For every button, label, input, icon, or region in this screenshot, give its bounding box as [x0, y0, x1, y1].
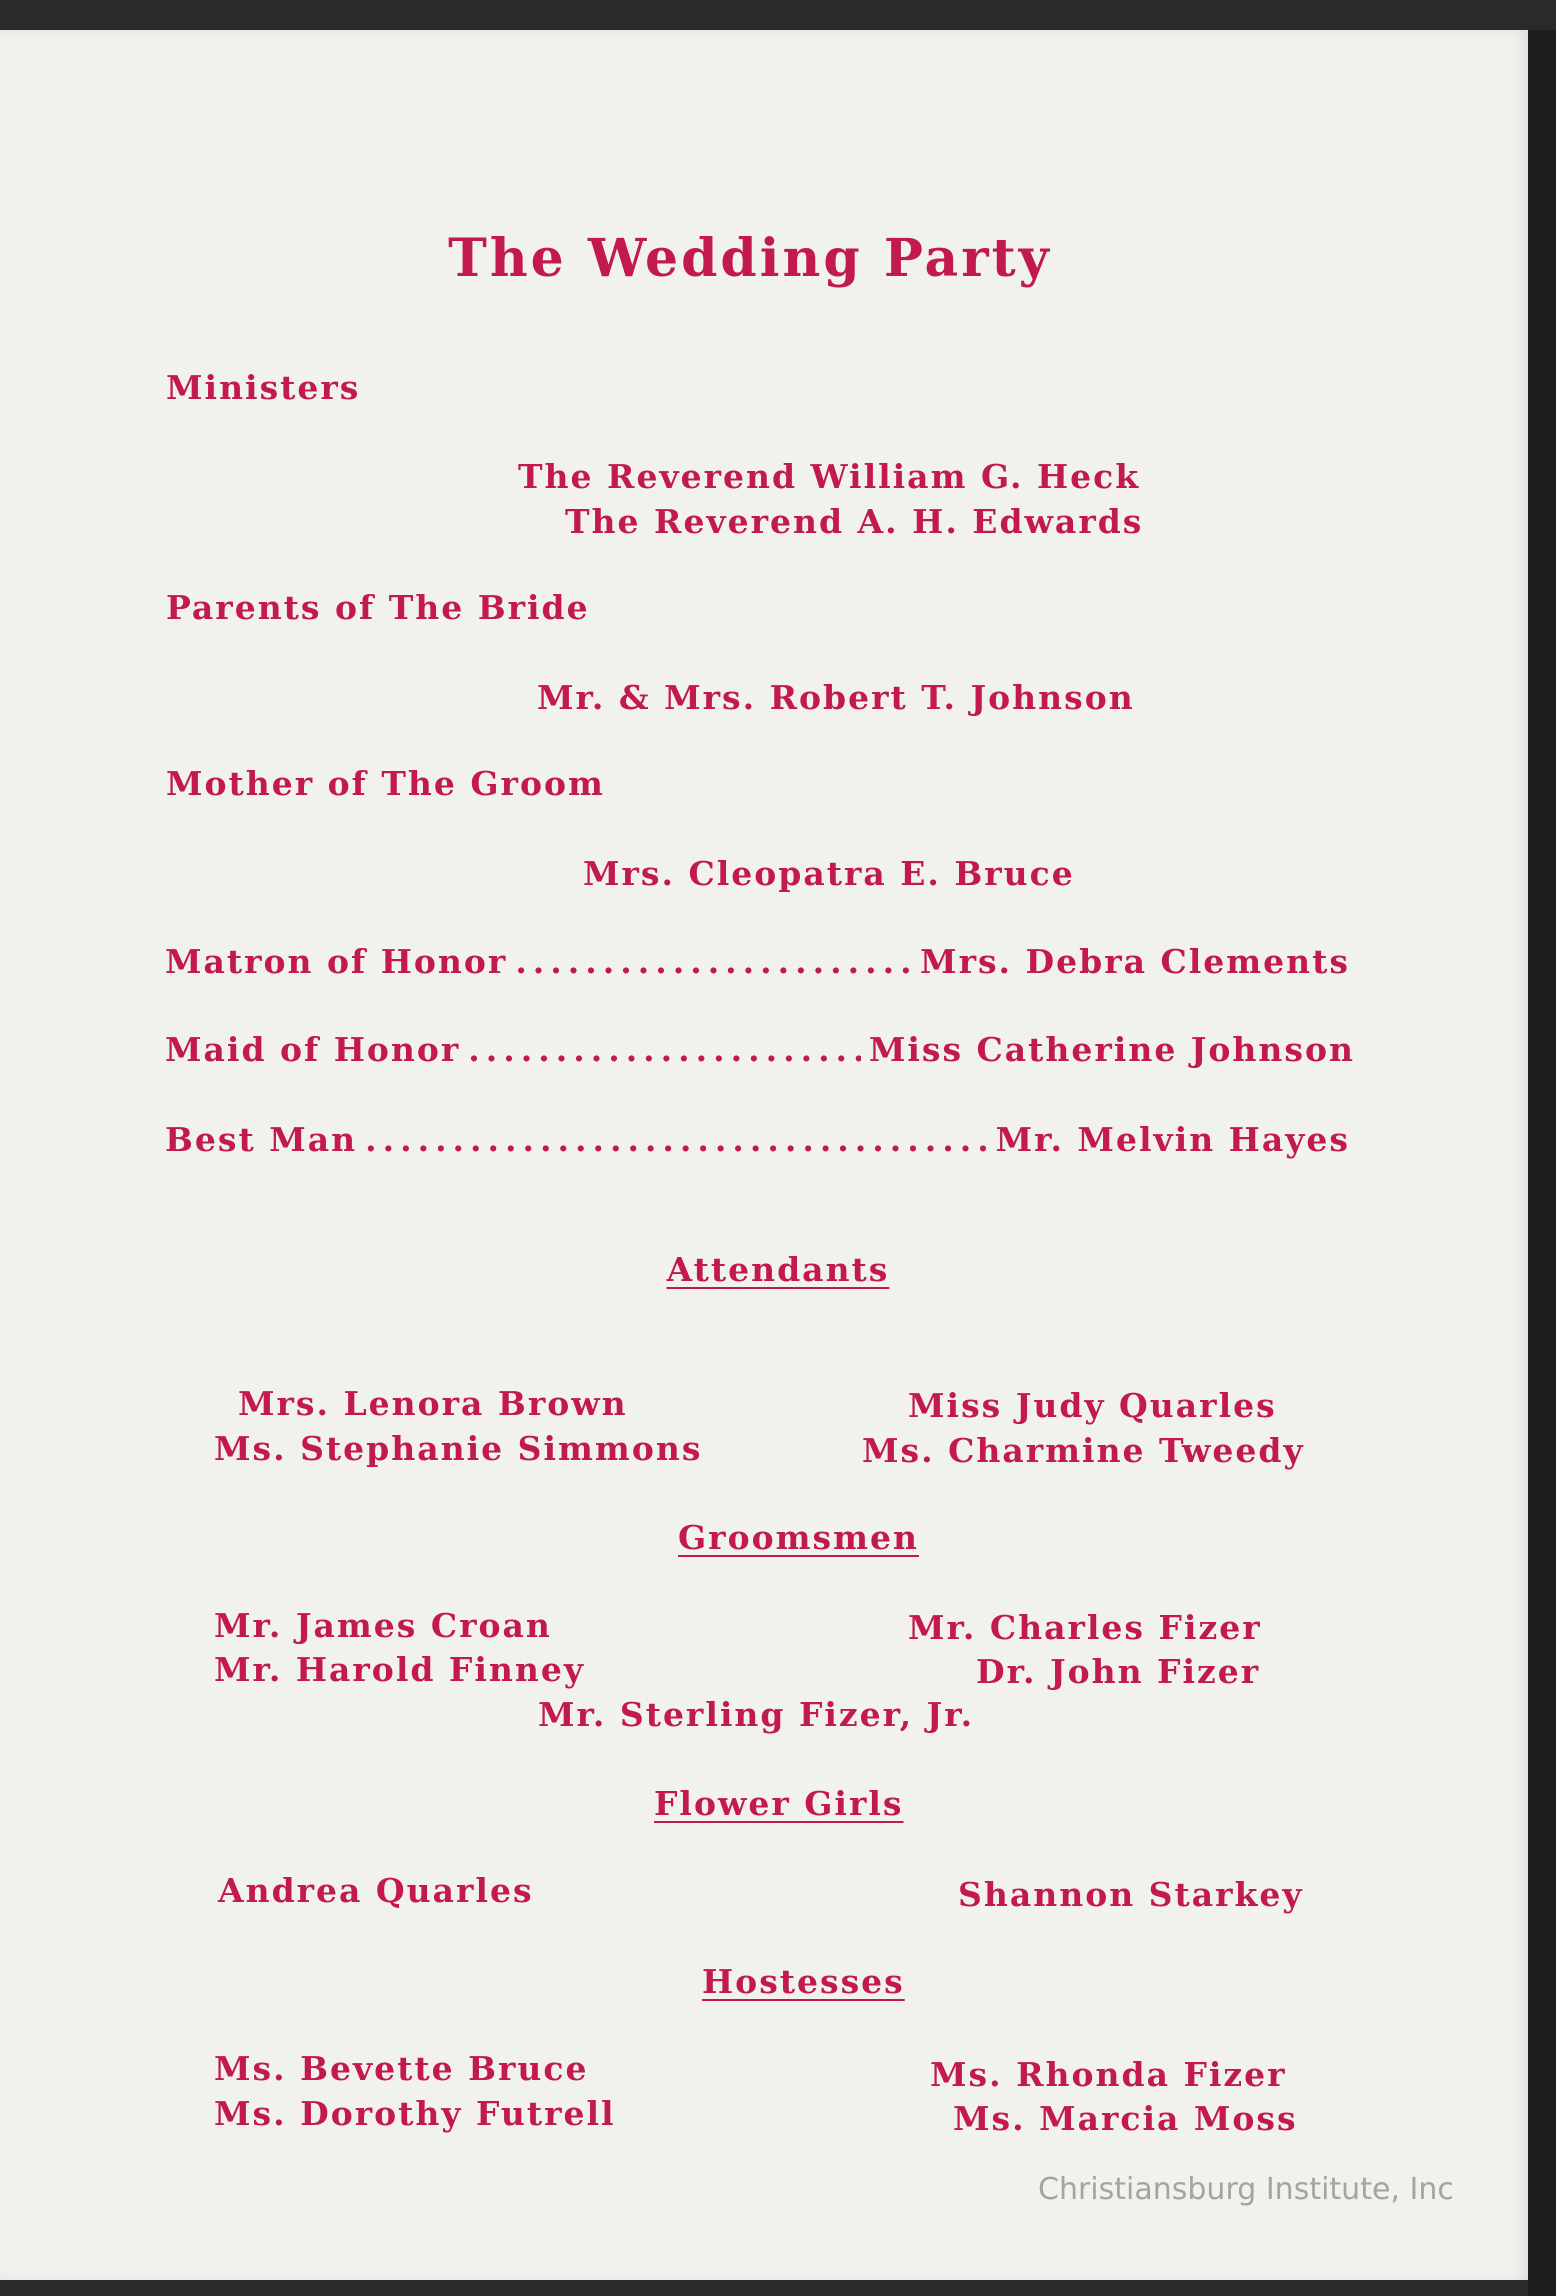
attendants-heading: [0, 1250, 1556, 1290]
hostess-name: Ms. Marcia Moss: [953, 2099, 1298, 2138]
scan-edge: [1528, 30, 1556, 2296]
honor-name: Miss Catherine Johnson: [868, 1030, 1355, 1069]
parents-bride-name: Mr. & Mrs. Robert T. Johnson: [537, 678, 1135, 717]
watermark: Christiansburg Institute, Inc: [1038, 2172, 1454, 2207]
dot-leader: [515, 942, 912, 982]
dot-leader: [365, 1120, 987, 1160]
flower-girl-name: Andrea Quarles: [218, 1871, 534, 1910]
honor-name: Mr. Melvin Hayes: [995, 1120, 1350, 1159]
hostesses-heading: [702, 1962, 905, 2002]
groomsmen-heading: [678, 1518, 919, 1558]
maid-of-honor-row: [165, 1030, 1355, 1070]
attendant-name: Ms. Stephanie Simmons: [214, 1429, 703, 1468]
matron-of-honor-row: [165, 942, 1350, 982]
flower-girls-heading-text: Flower Girls: [654, 1784, 904, 1823]
attendants-heading-text: Attendants: [666, 1250, 890, 1289]
attendant-name: Miss Judy Quarles: [908, 1386, 1277, 1425]
mother-groom-heading: Mother of The Groom: [166, 764, 605, 803]
honor-role: Best Man: [165, 1120, 358, 1159]
hostess-name: Ms. Dorothy Futrell: [214, 2094, 616, 2133]
page-title: The Wedding Party: [448, 228, 1052, 289]
attendant-name: Mrs. Lenora Brown: [238, 1384, 628, 1423]
groomsmen-heading-text: Groomsmen: [678, 1518, 919, 1557]
groomsman-name: Mr. Charles Fizer: [908, 1608, 1262, 1647]
ministers-heading: Ministers: [166, 368, 361, 407]
mother-groom-name: Mrs. Cleopatra E. Bruce: [583, 854, 1075, 893]
hostess-name: Ms. Rhonda Fizer: [930, 2055, 1287, 2094]
flower-girls-heading: [654, 1784, 903, 1824]
minister-name: The Reverend William G. Heck: [518, 457, 1141, 496]
groomsman-name: Dr. John Fizer: [976, 1652, 1261, 1691]
best-man-row: [165, 1120, 1350, 1160]
parents-bride-heading: Parents of The Bride: [166, 588, 590, 627]
minister-name: The Reverend A. H. Edwards: [565, 502, 1144, 541]
groomsman-name: Mr. Sterling Fizer, Jr.: [538, 1695, 975, 1734]
hostess-name: Ms. Bevette Bruce: [214, 2049, 589, 2088]
honor-role: Maid of Honor: [165, 1030, 461, 1069]
dot-leader: [468, 1030, 861, 1070]
groomsman-name: Mr. Harold Finney: [214, 1650, 586, 1689]
flower-girl-name: Shannon Starkey: [958, 1875, 1304, 1914]
hostesses-heading-text: Hostesses: [702, 1962, 905, 2001]
honor-role: Matron of Honor: [165, 942, 508, 981]
groomsman-name: Mr. James Croan: [214, 1606, 552, 1645]
honor-name: Mrs. Debra Clements: [920, 942, 1350, 981]
attendant-name: Ms. Charmine Tweedy: [862, 1431, 1305, 1470]
